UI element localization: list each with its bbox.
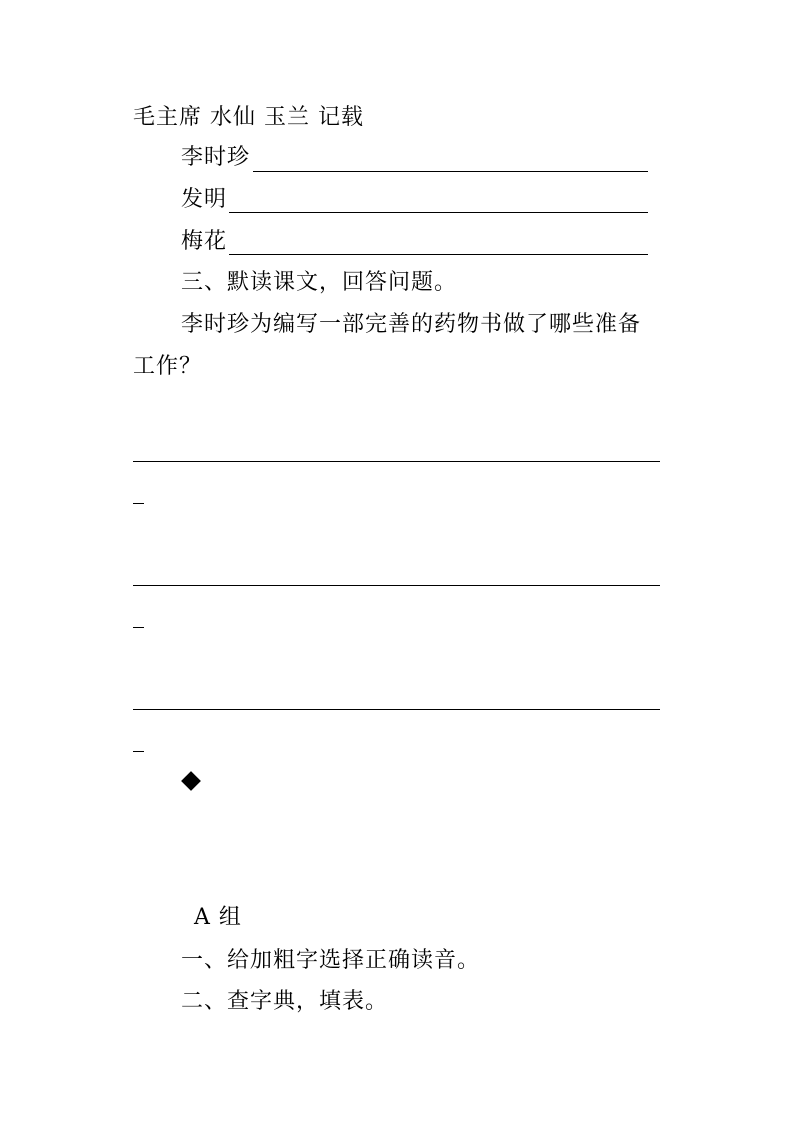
fill-item-blank — [229, 212, 648, 213]
section-heading: 三、默读课文，回答问题。 — [181, 270, 458, 295]
exercise-item: 一、给加粗字选择正确读音。 — [181, 948, 481, 973]
question-text-continued: 工作？ — [133, 354, 203, 379]
answer-line — [133, 585, 660, 586]
answer-line — [133, 709, 660, 710]
answer-line-tail — [133, 503, 144, 504]
fill-item-blank — [229, 254, 648, 255]
word-list: 毛主席 水仙 玉兰 记载 — [133, 105, 364, 130]
fill-item-label: 李时珍 — [181, 145, 251, 170]
exercise-item: 二、查字典，填表。 — [181, 989, 389, 1014]
answer-line-tail — [133, 627, 144, 628]
answer-line-tail — [133, 751, 144, 752]
answer-line — [133, 461, 660, 462]
fill-item-blank — [253, 171, 648, 172]
fill-item-label: 发明 — [181, 187, 228, 212]
diamond-icon — [181, 771, 201, 791]
question-text: 李时珍为编写一部完善的药物书做了哪些准备 — [181, 312, 642, 337]
group-label: A 组 — [194, 905, 242, 930]
fill-item-label: 梅花 — [181, 229, 228, 254]
